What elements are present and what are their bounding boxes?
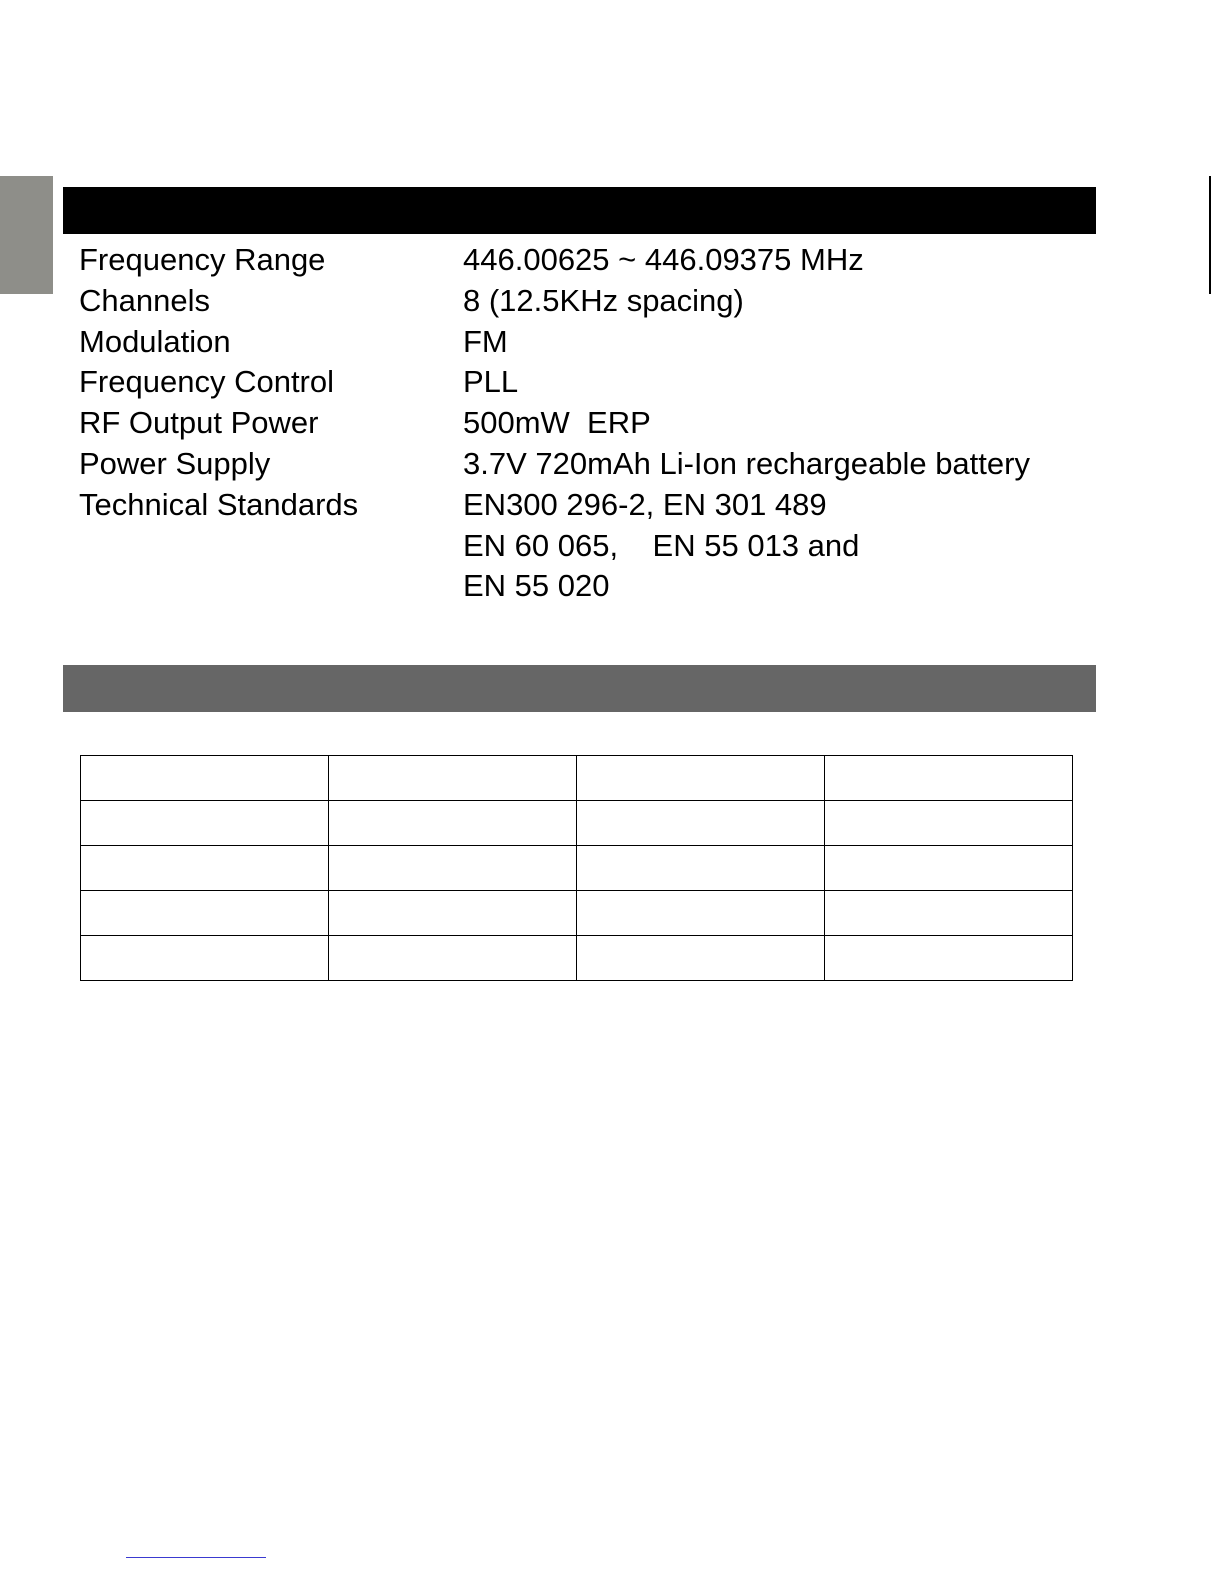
table-cell: [577, 936, 825, 981]
spec-label: Frequency Control: [79, 364, 335, 400]
footer-rule: [126, 1557, 266, 1558]
spec-label: RF Output Power: [79, 405, 319, 441]
spec-value: 500mW ERP: [463, 405, 651, 441]
spec-value: 3.7V 720mAh Li-Ion rechargeable battery: [463, 445, 1030, 481]
table-row: [81, 891, 1073, 936]
spec-value-continued: EN 60 065, EN 55 013 and: [463, 527, 860, 563]
spec-row-frequency-range: [79, 240, 1109, 281]
table-cell: [329, 891, 577, 936]
table-cell: [81, 936, 329, 981]
table-cell: [825, 936, 1073, 981]
spec-label: Technical Standards: [79, 486, 359, 522]
table-cell: [329, 801, 577, 846]
spec-value: EN300 296-2, EN 301 489: [463, 486, 827, 522]
spec-value: FM: [463, 323, 508, 359]
spec-row-channels: [79, 281, 1109, 322]
table-cell: [81, 756, 329, 801]
spec-value: PLL: [463, 364, 519, 400]
spec-label: Modulation: [79, 323, 231, 359]
table-cell: [825, 891, 1073, 936]
spec-value-continued: EN 55 020: [463, 568, 610, 604]
page-edge-mark: [1209, 176, 1211, 294]
table-cell: [577, 891, 825, 936]
table-cell: [81, 891, 329, 936]
table-cell: [577, 846, 825, 891]
spec-value: 446.00625 ~ 446.09375 MHz: [463, 242, 864, 277]
spec-label: Channels: [79, 282, 210, 318]
spec-row-modulation: [79, 322, 1109, 363]
spec-label: Frequency Range: [79, 242, 326, 277]
side-tab-marker: [0, 176, 53, 294]
table-cell: [329, 936, 577, 981]
table-cell: [81, 801, 329, 846]
table-cell: [825, 756, 1073, 801]
table-cell: [577, 801, 825, 846]
spec-row-frequency-control: [79, 362, 1109, 403]
spec-label: Power Supply: [79, 445, 271, 481]
empty-grid-table: [80, 755, 1073, 981]
table-cell: [329, 756, 577, 801]
spec-value: 8 (12.5KHz spacing): [463, 282, 744, 318]
table-header-bar: [63, 665, 1096, 712]
table-row: [81, 756, 1073, 801]
table-cell: [825, 846, 1073, 891]
spec-row-power-supply: [79, 444, 1109, 485]
specifications-list: [79, 240, 1109, 607]
table-row: [81, 936, 1073, 981]
table-cell: [329, 846, 577, 891]
table-cell: [81, 846, 329, 891]
table-cell: [577, 756, 825, 801]
table-row: [81, 801, 1073, 846]
spec-row-rf-output-power: [79, 403, 1109, 444]
specifications-header-bar: [63, 187, 1096, 234]
table-cell: [825, 801, 1073, 846]
table-row: [81, 846, 1073, 891]
spec-row-technical-standards: [79, 485, 1109, 526]
